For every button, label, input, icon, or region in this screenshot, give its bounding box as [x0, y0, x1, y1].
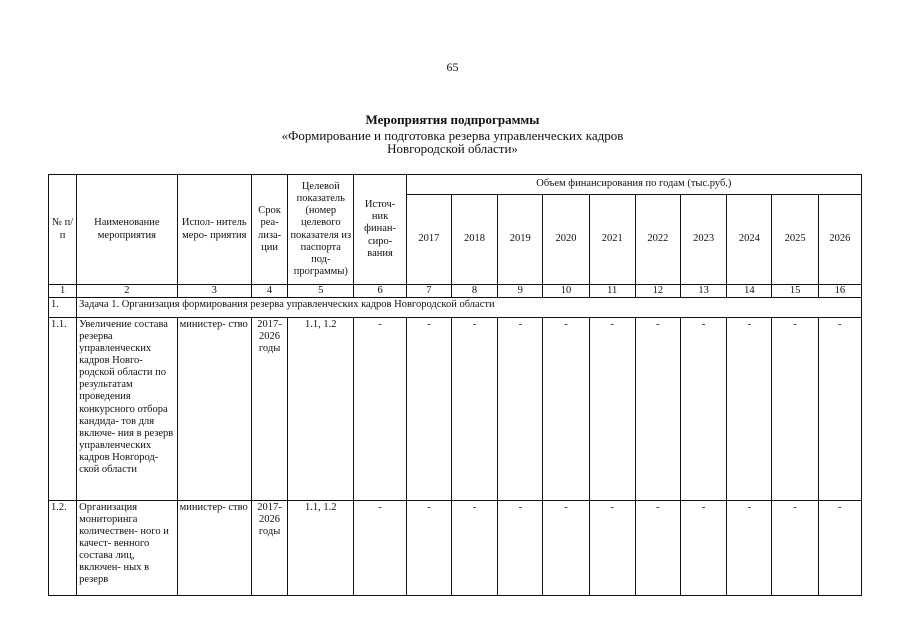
row-value: -	[818, 318, 861, 501]
column-number: 14	[727, 285, 772, 298]
row-indicator: 1.1, 1.2	[288, 501, 354, 596]
column-number: 11	[589, 285, 635, 298]
row-num: 1.1.	[49, 318, 77, 501]
row-value: -	[589, 318, 635, 501]
column-number: 6	[354, 285, 406, 298]
table-row	[49, 501, 862, 596]
column-number: 1	[49, 285, 77, 298]
column-number: 2	[77, 285, 177, 298]
row-value: -	[772, 501, 818, 596]
task-text: Задача 1. Организация формирования резерва управленческих кадров Новгородской области	[77, 298, 862, 318]
column-number: 16	[818, 285, 861, 298]
row-value: -	[635, 318, 680, 501]
header-year: 2023	[681, 195, 727, 285]
row-source: -	[354, 501, 406, 596]
subtitle-line-1: «Формирование и подготовка резерва управленческих кадров	[281, 128, 624, 143]
table-row	[49, 318, 862, 501]
header-year: 2020	[543, 195, 589, 285]
activities-table	[48, 174, 862, 596]
row-executor: министер- ство	[177, 501, 251, 596]
row-indicator: 1.1, 1.2	[288, 318, 354, 501]
header-year: 2021	[589, 195, 635, 285]
row-value: -	[451, 501, 497, 596]
header-name: Наименование мероприятия	[77, 175, 177, 285]
column-number: 7	[406, 285, 451, 298]
task-num: 1.	[49, 298, 77, 318]
row-executor: министер- ство	[177, 318, 251, 501]
column-number: 10	[543, 285, 589, 298]
column-number: 12	[635, 285, 680, 298]
row-num: 1.2.	[49, 501, 77, 596]
row-value: -	[498, 318, 543, 501]
row-value: -	[543, 501, 589, 596]
row-value: -	[681, 501, 727, 596]
header-year: 2025	[772, 195, 818, 285]
row-value: -	[635, 501, 680, 596]
row-value: -	[451, 318, 497, 501]
row-name: Увеличение состава резерва управленческих кадров Новго- родской области по результатам проведения конкурсного отбора кандида- тов для включе- ния в резерв управленческих кадров Новгород- ской области	[77, 318, 177, 501]
header-num: № п/п	[49, 175, 77, 285]
header-year: 2026	[818, 195, 861, 285]
header-year: 2018	[451, 195, 497, 285]
column-number: 5	[288, 285, 354, 298]
header-funding: Объем финансирования по годам (тыс.руб.)	[406, 175, 861, 195]
row-value: -	[818, 501, 861, 596]
row-term: 2017- 2026 годы	[251, 501, 287, 596]
header-year: 2022	[635, 195, 680, 285]
header-source: Источ- ник финан- сиро- вания	[354, 175, 406, 285]
column-number: 3	[177, 285, 251, 298]
header-year: 2017	[406, 195, 451, 285]
title-heading: Мероприятия подпрограммы	[365, 112, 540, 127]
row-value: -	[727, 318, 772, 501]
subtitle-line-2: Новгородской области»	[387, 141, 518, 156]
row-source: -	[354, 318, 406, 501]
column-number: 13	[681, 285, 727, 298]
row-value: -	[406, 318, 451, 501]
column-number: 15	[772, 285, 818, 298]
header-indicator: Целевой показатель (номер целевого показателя из паспорта под- программы)	[288, 175, 354, 285]
header-executor: Испол- нитель меро- приятия	[177, 175, 251, 285]
row-value: -	[406, 501, 451, 596]
row-name: Организация мониторинга количествен- ного и качест- венного состава лиц, включен- ных в резерв	[77, 501, 177, 596]
page-number: 65	[446, 60, 459, 74]
row-value: -	[498, 501, 543, 596]
column-number: 8	[451, 285, 497, 298]
column-number: 9	[498, 285, 543, 298]
row-value: -	[543, 318, 589, 501]
column-number-row	[49, 285, 862, 298]
row-value: -	[681, 318, 727, 501]
row-value: -	[772, 318, 818, 501]
header-year: 2024	[727, 195, 772, 285]
row-value: -	[727, 501, 772, 596]
row-value: -	[589, 501, 635, 596]
column-number: 4	[251, 285, 287, 298]
header-year: 2019	[498, 195, 543, 285]
row-term: 2017- 2026 годы	[251, 318, 287, 501]
task-row	[49, 298, 862, 318]
header-term: Срок реа- лиза- ции	[251, 175, 287, 285]
